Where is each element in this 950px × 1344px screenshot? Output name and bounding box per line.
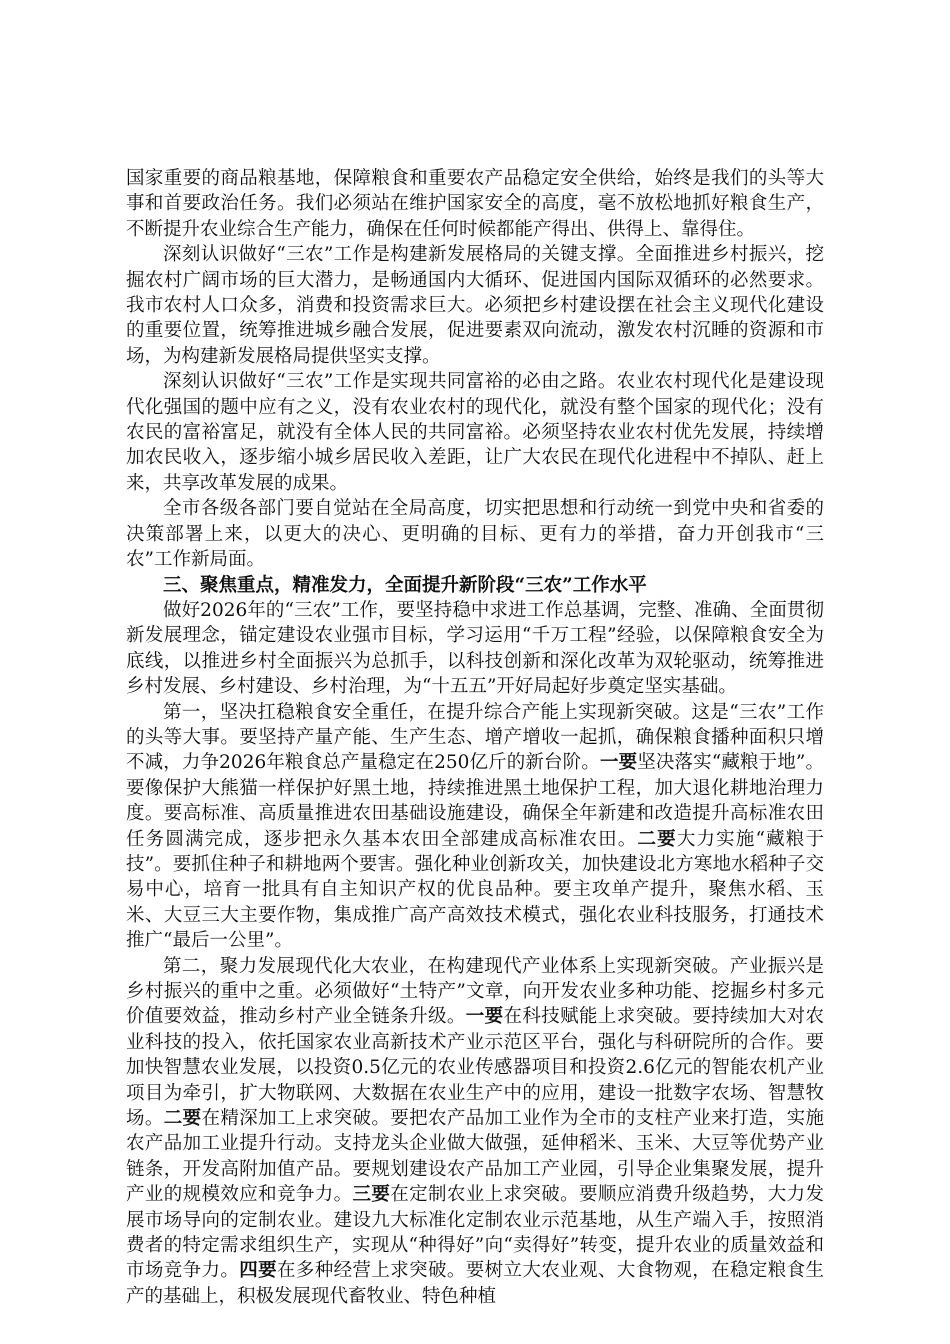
paragraph-6 bbox=[126, 700, 824, 954]
paragraph-7-text: 在多种经营上求突破。要树立大农业观、大食物观，在稳定粮食生产的基础上，积极发展现代畜牧业、特色种植 bbox=[126, 1260, 824, 1307]
paragraph-7-text: 第二，聚力发展现代化大农业，在构建现代产业体系上实现新突破。产业振兴是乡村振兴的重中之重。必须做好“土特产”文章，向开发农业多种功能、挖掘乡村多元价值要效益，推动乡村产业全链条升级。 bbox=[126, 955, 824, 1028]
paragraph-5: 做好2026年的“三农”工作，要坚持稳中求进工作总基调，完整、准确、全面贯彻新发展理念，锚定建设农业强市目标，学习运用“千万工程”经验，以保障粮食安全为底线，以推进乡村全面振兴为总抓手，以科技创新和深化改革为双轮驱动，统筹推进乡村发展、乡村建设、乡村治理，为“十五五”开好局起好步奠定坚实基础。 bbox=[126, 599, 824, 698]
paragraph-7-text: 在科技赋能上求突破。要持续加大对农业科技的投入，依托国家农业高新技术产业示范区平台，强化与科研院所的合作。要加快智慧农业发展，以投资0.5亿元的农业传感器项目和投资2.6亿元的智能农机产业项目为牵引，扩大物联网、大数据在农业生产中的应用，建设一批数字农场、智慧牧场。 bbox=[126, 1006, 824, 1130]
section-heading-3: 三、聚焦重点，精准发力，全面提升新阶段“三农”工作水平 bbox=[163, 574, 647, 596]
emphasis-fourth: 四要 bbox=[239, 1260, 277, 1282]
emphasis-second: 二要 bbox=[163, 1108, 202, 1130]
paragraph-2: 深刻认识做好“三农”工作是构建新发展格局的关键支撑。全面推进乡村振兴，挖掘农村广阔市场的巨大潜力，是畅通国内大循环、促进国内国际双循环的必然要求。我市农村人口众多，消费和投资需求巨大。必须把乡村建设摆在社会主义现代化建设的重要位置，统筹推进城乡融合发展，促进要素双向流动，激发农村沉睡的资源和市场，为构建新发展格局提供坚实支撑。 bbox=[126, 244, 824, 367]
paragraph-3: 深刻认识做好“三农”工作是实现共同富裕的必由之路。农业农村现代化是建设现代化强国的题中应有之义，没有农业农村的现代化，就没有整个国家的现代化；没有农民的富裕富足，就没有全体人民的共同富裕。必须坚持农业农村优先发展，持续增加农民收入，逐步缩小城乡居民收入差距，让广大农民在现代化进程中不掉队、赶上来，共享改革发展的成果。 bbox=[126, 371, 824, 494]
paragraph-7 bbox=[126, 954, 824, 1310]
paragraph-6-text: 大力实施“藏粮于技”。要抓住种子和耕地两个要害。强化种业创新攻关，加快建设北方寒地水稻种子交易中心，培育一批具有自主知识产权的优良品种。要主攻单产提升，聚焦水稻、玉米、大豆三大主要作物，集成推广高产高效技术模式，强化农业科技服务，打通技术推广“最后一公里”。 bbox=[126, 828, 824, 952]
document-page bbox=[126, 166, 824, 1309]
paragraph-7-text: 在精深加工上求突破。要把农产品加工业作为全市的支柱产业来打造，实施农产品加工业提升行动。支持龙头企业做大做强，延伸稻米、玉米、大豆等优势产业链条，开发高附加值产品。要规划建设农产品加工产业园，引导企业集聚发展，提升产业的规模效应和竞争力。 bbox=[126, 1108, 824, 1206]
paragraph-7-text: 在定制农业上求突破。要顺应消费升级趋势，大力发展市场导向的定制农业。建设九大标准化定制农业示范基地，从生产端入手，按照消费者的特定需求组织生产，实现从“种得好”向“卖得好”转变，提升农业的质量效益和市场竞争力。 bbox=[126, 1184, 824, 1282]
emphasis-first: 一要 bbox=[599, 752, 638, 774]
emphasis-third: 三要 bbox=[352, 1184, 391, 1206]
emphasis-second: 二要 bbox=[637, 828, 677, 850]
paragraph-6-text: 第一，坚决扛稳粮食安全重任，在提升综合产能上实现新突破。这是“三农”工作的头等大事。要坚持产量产能、生产生态、增产增收一起抓，确保粮食播种面积只增不减，力争2026年粮食总产量稳定在250亿斤的新台阶。 bbox=[126, 701, 824, 774]
paragraph-4: 全市各级各部门要自觉站在全局高度，切实把思想和行动统一到党中央和省委的决策部署上来，以更大的决心、更明确的目标、更有力的举措，奋力开创我市“三农”工作新局面。 bbox=[126, 498, 824, 571]
paragraph-1: 国家重要的商品粮基地，保障粮食和重要农产品稳定安全供给，始终是我们的头等大事和首要政治任务。我们必须站在维护国家安全的高度，毫不放松地抓好粮食生产，不断提升农业综合生产能力，确保在任何时候都能产得出、供得上、靠得住。 bbox=[126, 168, 824, 240]
paragraph-6-text: 坚决落实“藏粮于地”。要像保护大熊猫一样保护好黑土地，持续推进黑土地保护工程，加大退化耕地治理力度。要高标准、高质量推进农田基础设施建设，确保全年新建和改造提升高标准农田任务圆满完成，逐步把永久基本农田全部建成高标准农田。 bbox=[126, 752, 824, 850]
emphasis-first: 一要 bbox=[465, 1006, 504, 1028]
